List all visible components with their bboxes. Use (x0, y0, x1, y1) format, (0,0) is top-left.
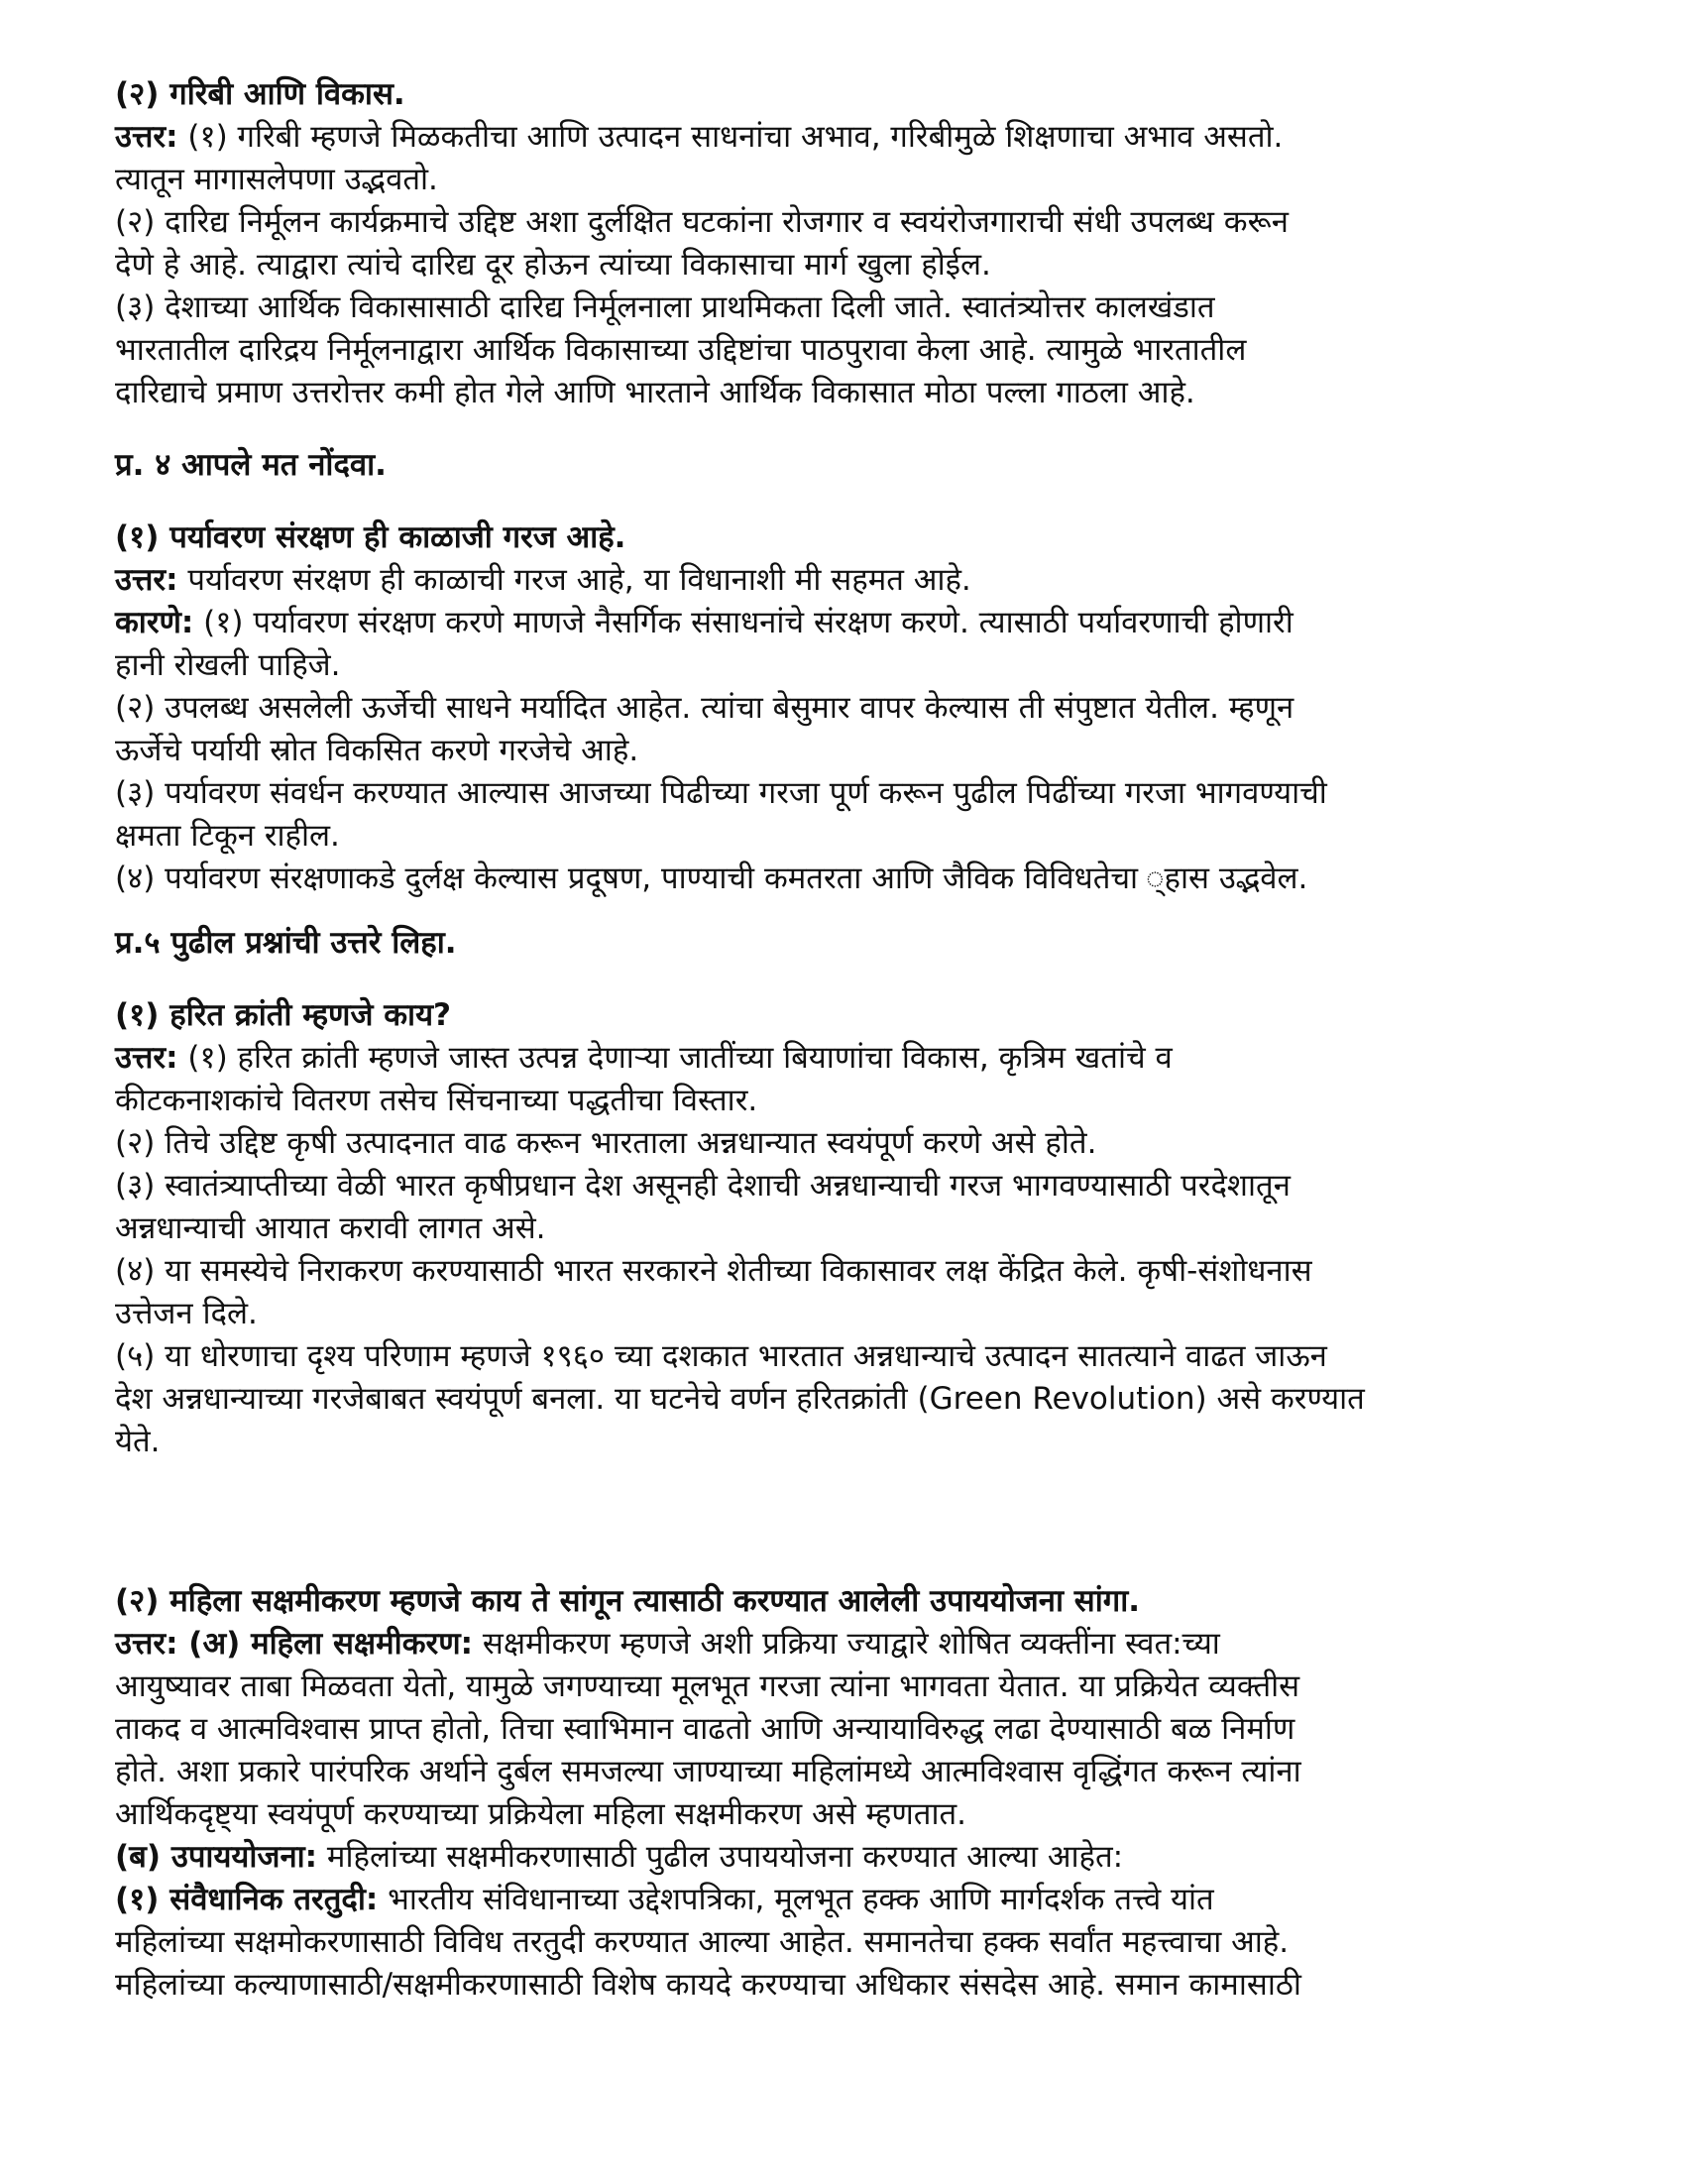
text-line: (३) देशाच्या आर्थिक विकासासाठी दारिद्य निर्मूलनाला प्राथमिकता दिली जाते. स्वातंत्र्योत्तर कालखंडात (115, 289, 1215, 325)
cut-off-line (115, 2007, 1572, 2024)
text-line: ताकद व आत्मविश्वास प्राप्त होतो, तिचा स्वाभिमान वाढतो आणि अन्यायाविरुद्ध लढा देण्यासाठी बळ निर्माण (115, 1711, 1295, 1747)
text-line: उत्तेजन दिले. (115, 1296, 258, 1331)
text-line: (४) या समस्येचे निराकरण करण्यासाठी भारत सरकारने शेतीच्या विकासावर लक्ष केंद्रित केले. कृषी-संशोधनास (115, 1253, 1312, 1289)
answer-label: उत्तर: (अ) महिला सक्षमीकरण: (115, 1626, 474, 1662)
reason-text: (१) पर्यावरण संरक्षण करणे माणजे नैसर्गिक संसाधनांचे संरक्षण करणे. त्यासाठी पर्यावरणाची होणारी (193, 605, 1294, 640)
text-line: महिलांच्या सक्षमोकरणासाठी विविध तरतुदी करण्यात आल्या आहेत. समानतेचा हक्क सर्वांत महत्त्वाचा आहे. (115, 1924, 1290, 1960)
question-heading-5: प्र.५ पुढील प्रश्नांची उत्तरे लिहा. (115, 925, 457, 961)
text-line: ऊर्जेचे पर्यायी स्रोत विकसित करणे गरजेचे आहे. (115, 733, 639, 768)
answer-paragraph (115, 559, 1572, 602)
text-line: (३) स्वातंत्र्याप्तीच्या वेळी भारत कृषीप्रधान देश असूनही देशाची अन्नधान्याची गरज भागवण्यासाठी परदेशातून (115, 1168, 1291, 1204)
subsection-text: महिलांच्या सक्षमीकरणासाठी पुढील उपाययोजना करण्यात आल्या आहेत: (317, 1839, 1124, 1875)
text-line: (३) पर्यावरण संवर्धन करण्यात आल्यास आजच्या पिढीच्या गरजा पूर्ण करून पुढील पिढींच्या गरजा भागवण्याची (115, 775, 1327, 811)
answer-label: उत्तर: (115, 119, 178, 155)
subsection-text: भारतीय संविधानाच्या उद्देशपत्रिका, मूलभूत हक्क आणि मार्गदर्शक तत्त्वे यांत (378, 1882, 1214, 1917)
text-line: अन्नधान्याची आयात करावी लागत असे. (115, 1210, 546, 1246)
answer-label: उत्तर: (115, 562, 178, 598)
section-heading-garibi: (२) गरिबी आणि विकास. (115, 76, 405, 112)
answer-paragraph (115, 116, 1572, 159)
text-line: क्षमता टिकून राहील. (115, 818, 340, 854)
answer-text: सक्षमीकरण म्हणजे अशी प्रक्रिया ज्याद्वारे शोषित व्यक्तींना स्वत:च्या (473, 1626, 1220, 1662)
section-heading-harit: (१) हरित क्रांती म्हणजे काय? (115, 997, 452, 1033)
answer-text: (१) गरिबी म्हणजे मिळकतीचा आणि उत्पादन साधनांचा अभाव, गरिबीमुळे शिक्षणाचा अभाव असतो. (177, 119, 1284, 155)
answer-label: उत्तर: (115, 1040, 178, 1076)
subsection-label: (१) संवैधानिक तरतुदी: (115, 1882, 379, 1917)
text-line: (४) पर्यावरण संरक्षणाकडे दुर्लक्ष केल्यास प्रदूषण, पाण्याची कमतरता आणि जैविक विविधतेचा ्हास उद्भवेल. (115, 861, 1308, 896)
text-line: देश अन्नधान्याच्या गरजेबाबत स्वयंपूर्ण बनला. या घटनेचे वर्णन हरितक्रांती (Green Revolution) असे करण्यात (115, 1381, 1365, 1417)
text-line: त्यातून मागासलेपणा उद्भवतो. (115, 162, 438, 197)
reasons-label: कारणे: (115, 605, 194, 640)
document-page (115, 73, 1572, 2024)
text-line: देणे हे आहे. त्याद्वारा त्यांचे दारिद्य दूर होऊन त्यांच्या विकासाचा मार्ग खुला होईल. (115, 247, 991, 283)
answer-paragraph (115, 1037, 1572, 1080)
text-line: (२) उपलब्ध असलेली ऊर्जेची साधने मर्यादित आहेत. त्यांचा बेसुमार वापर केल्यास ती संपुष्टात येतील. म्हणून (115, 690, 1294, 726)
text-line: आयुष्यावर ताबा मिळवता येतो, यामुळे जगण्याच्या मूलभूत गरजा त्यांना भागवता येतात. या प्रक्रियेत व्यक्तीस (115, 1668, 1300, 1704)
question-heading-4: प्र. ४ आपले मत नोंदवा. (115, 447, 387, 483)
text-line: महिलांच्या कल्याणासाठी/सक्षमीकरणासाठी विशेष कायदे करण्याचा अधिकार संसदेस आहे. समान कामासाठी (115, 1967, 1301, 2003)
text-line: (५) या धोरणाचा दृश्य परिणाम म्हणजे १९६० च्या दशकात भारतात अन्नधान्याचे उत्पादन सातत्याने वाढत जाऊन (115, 1338, 1327, 1374)
subsection-paragraph (115, 1879, 1572, 1921)
text-line: दारिद्याचे प्रमाण उत्तरोत्तर कमी होत गेले आणि भारताने आर्थिक विकासात मोठा पल्ला गाठला आहे. (115, 375, 1195, 410)
text-line: होते. अशा प्रकारे पारंपरिक अर्थाने दुर्बल समजल्या जाण्याच्या महिलांमध्ये आत्मविश्वास वृद्धिंगत करून त्यांना (115, 1754, 1301, 1789)
subsection-label: (ब) उपाययोजना: (115, 1839, 318, 1875)
answer-paragraph (115, 1623, 1572, 1666)
text-line: येते. (115, 1424, 161, 1459)
text-line: भारतातील दारिद्रय निर्मूलनाद्वारा आर्थिक विकासाच्या उद्दिष्टांचा पाठपुरावा केला आहे. त्यामुळे भारतातील (115, 332, 1247, 368)
section-heading-mahila: (२) महिला सक्षमीकरण म्हणजे काय ते सांगून त्यासाठी करण्यात आलेली उपाययोजना सांगा. (115, 1583, 1141, 1619)
answer-text: (१) हरित क्रांती म्हणजे जास्त उत्पन्न देणाऱ्या जातींच्या बियाणांचा विकास, कृत्रिम खतांचे व (177, 1040, 1173, 1076)
section-heading-paryavaran: (१) पर्यावरण संरक्षण ही काळाजी गरज आहे. (115, 519, 626, 555)
subsection-paragraph (115, 1836, 1572, 1879)
reasons-paragraph (115, 602, 1572, 644)
answer-text: पर्यावरण संरक्षण ही काळाची गरज आहे, या विधानाशी मी सहमत आहे. (177, 562, 971, 598)
text-line: (२) तिचे उद्दिष्ट कृषी उत्पादनात वाढ करून भारताला अन्नधान्यात स्वयंपूर्ण करणे असे होते. (115, 1125, 1097, 1161)
text-line: हानी रोखली पाहिजे. (115, 647, 341, 683)
text-line: कीटकनाशकांचे वितरण तसेच सिंचनाच्या पद्धतीचा विस्तार. (115, 1083, 758, 1118)
text-line: आर्थिकदृष्ट्या स्वयंपूर्ण करण्याच्या प्रक्रियेला महिला सक्षमीकरण असे म्हणतात. (115, 1796, 967, 1832)
text-line: (२) दारिद्य निर्मूलन कार्यक्रमाचे उद्दिष्ट अशा दुर्लक्षित घटकांना रोजगार व स्वयंरोजगाराची संधी उपलब्ध करून (115, 204, 1289, 240)
